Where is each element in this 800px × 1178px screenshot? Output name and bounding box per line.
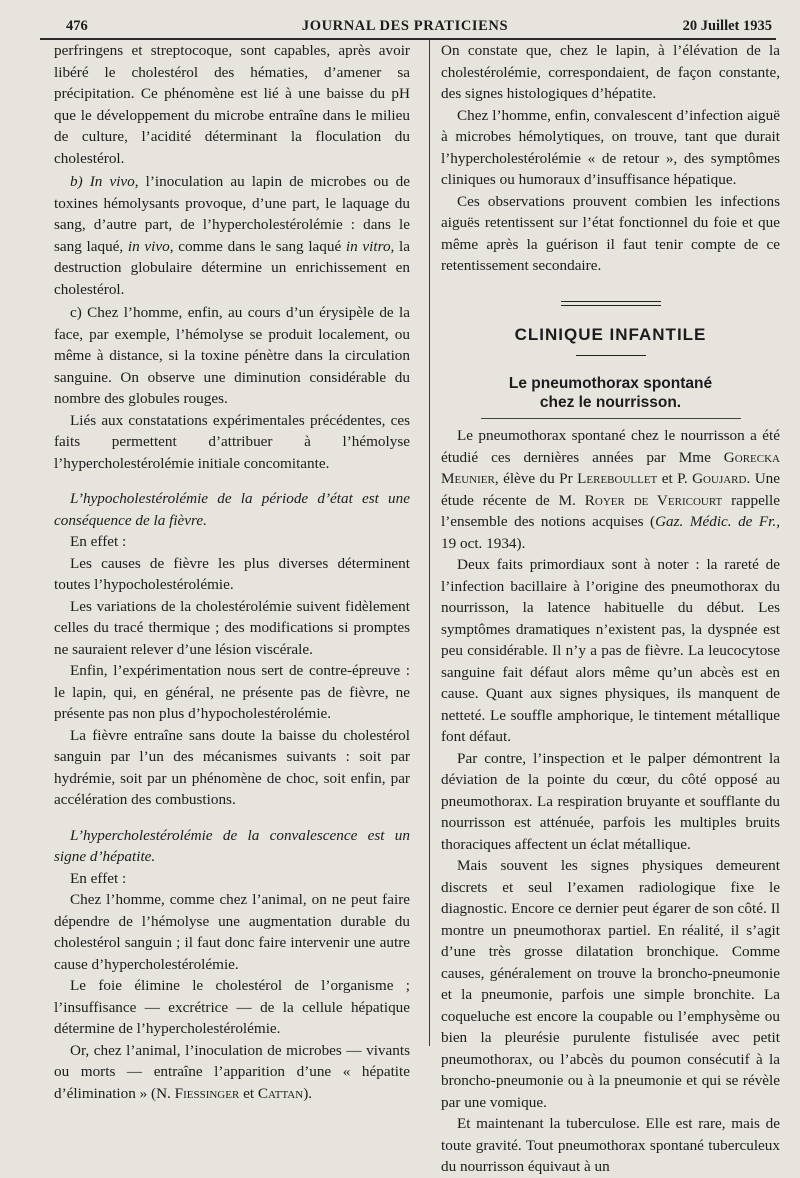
article-title-line: Le pneumothorax spontané: [508, 375, 713, 392]
paragraph-text: ).: [303, 1084, 313, 1102]
paragraph-text: et: [239, 1084, 258, 1102]
author-name: Gorecka Meunier: [441, 448, 780, 487]
paragraph: Chez l’homme, comme chez l’animal, on ne peut faire dépendre de l’hémolyse une augmentation durable du cholestérol sanguin ; il faut donc faire intervenir une autre cause d’hypercholestérolémie.: [54, 891, 410, 973]
section-rule: [561, 301, 661, 306]
paragraph-text: , élève du Pr: [494, 470, 578, 487]
paragraph: Mais souvent les signes physiques demeurent discrets et seul l’examen radiologique fixe le diagnostic. Encore ce dernier peut égarer de son côté. Il montre un pneumothorax partiel. En réalité, il s’agit d’une très grosse dilatation bronchique. Comme causes, généralement on trouve la broncho-pneumonie et la pneumonie, parfois une simple bronchite. La coqueluche est encore la coupable ou l’emphysème ou bien la pleurésie purulente fistulisée avec petit pneumothorax, ou l’abcès du poumon consécutif à la broncho-pneumonie ou à la pneumonie et qui se révèle par une vomique.: [441, 857, 780, 1111]
paragraph: [441, 425, 780, 554]
paragraph: Chez l’homme, enfin, convalescent d’infection aiguë à microbes hémolytiques, on trouve, tant que durait l’hypercholestérolémie « de retour », des symptômes cliniques ou humoraux d’insuffisance hépatique.: [441, 106, 780, 188]
paragraph-text: comme dans le sang laqué: [173, 237, 346, 255]
italic-term: in vivo,: [127, 237, 174, 255]
italic-term: in vitro,: [345, 237, 395, 255]
citation: Gaz. Médic. de Fr.,: [655, 513, 780, 530]
paragraph: En effet :: [70, 533, 127, 550]
paragraph: Liés aux constatations expérimentales précédentes, ces faits permettent d’attribuer à l’hémolyse l’hypercholestérolémie initiale concomitante.: [54, 411, 410, 472]
subheading: L’hypocholestérolémie de la période d’état est une conséquence de la fièvre.: [54, 490, 410, 529]
paragraph-text: rappelle l’ensemble des notions acquises (: [441, 491, 780, 530]
paragraph-lead: b) In vivo,: [70, 173, 139, 190]
left-column: [54, 40, 410, 1104]
paragraph: Par contre, l’inspection et le palper démontrent la déviation de la pointe du cœur, du côté opposé au pneumothorax. La respiration bruyante et soufflante du nourrisson est atténuée, parfois les multiples bruits thoraciques affectent un éclat métallique.: [441, 749, 780, 853]
author-name: Lereboullet: [577, 470, 658, 487]
paragraph: On constate que, chez le lapin, à l’élévation de la cholestérolémie, correspondaient, de façon constante, des signes histologiques d’hépatite.: [441, 42, 780, 102]
article-title-line: chez le nourrisson.: [539, 394, 682, 411]
issue-date: 20 Juillet 1935: [682, 18, 772, 34]
paragraph-text: la destruction globulaire détermine un enrichissement en cholestérol.: [54, 237, 411, 298]
paragraph: Enfin, l’expérimentation nous sert de contre-épreuve : le lapin, qui, en général, ne présente pas de fièvre, ne présente pas non plus d’hypocholestérolémie.: [54, 662, 410, 722]
paragraph-text: . Une étude récente de M.: [441, 470, 780, 509]
paragraph: Les variations de la cholestérolémie suivent fidèlement celles du tracé thermique ; des modifications si promptes ne sauraient relever d’une lésion viscérale.: [54, 597, 410, 658]
paragraph: Deux faits primordiaux sont à noter : la rareté de l’infection bacillaire à l’origine des pneumothorax du nourrisson, la latence habituelle du début. Les symptômes dramatiques n’existent pas, la dyspnée est peu considérable. Il n’y a pas de fièvre. La leucocytose sanguine fait défaut alors même qu’un abcès est en cause. Quant aux signes physiques, ils manquent de netteté. Le souffle amphorique, le tintement métallique font défaut.: [441, 556, 780, 745]
paragraph: c) Chez l’homme, enfin, au cours d’un érysipèle de la face, par exemple, l’hémolyse se produit localement, ou même à distance, si la toxine pénètre dans la circulation sanguine. On observe une diminution considérable du nombre des globules rouges.: [54, 304, 410, 407]
paragraph: [54, 171, 410, 300]
page-number: 476: [66, 18, 88, 34]
paragraph-text: l’inoculation au lapin de microbes ou de toxines hémolysants provoque, d’une part, le laquage du sang, d’autre part, de l’hypercholestérolémie : dans le sang laqué,: [54, 173, 410, 255]
paragraph: Le foie élimine le cholestérol de l’organisme ; l’insuffisance — excrétrice — de la cellule hépatique détermine de l’hypercholestérolémie.: [54, 977, 410, 1037]
paragraph: Les causes de fièvre les plus diverses déterminent toutes l’hypocholestérolémie.: [54, 554, 410, 593]
author-name: Royer de Vericourt: [584, 491, 723, 509]
right-column: [441, 40, 780, 1178]
subheading: L’hypercholestérolémie de la convalescence est un signe d’hépatite.: [54, 826, 410, 865]
paragraph: perfringens et streptocoque, sont capables, après avoir libéré le cholestérol des hématies, d’amener sa précipitation. Ce phénomène est lié à une baisse du pH que le développement du microbe entraîne dans le milieu de culture, l’acidité déterminant la floculation du cholestérol.: [54, 42, 410, 167]
author-name: Cattan: [257, 1084, 304, 1102]
paragraph-text: 19 oct. 1934).: [441, 534, 526, 552]
paragraph: En effet :: [70, 869, 127, 887]
section-title: CLINIQUE INFANTILE: [514, 324, 707, 344]
section-underline: [576, 355, 646, 356]
paragraph-text: et P.: [657, 470, 693, 487]
author-name: Goujard: [692, 470, 747, 487]
journal-title: JOURNAL DES PRATICIENS: [301, 18, 509, 34]
article-title: [441, 374, 780, 412]
column-divider: [429, 40, 430, 1046]
paragraph-text: Le pneumothorax spontané chez le nourrisson a été étudié ces dernières années par Mme: [441, 427, 780, 466]
paragraph: Et maintenant la tuberculose. Elle est rare, mais de toute gravité. Tout pneumothorax spontané tuberculeux du nourrisson équivaut à un: [441, 1115, 780, 1175]
paragraph: La fièvre entraîne sans doute la baisse du cholestérol sanguin par l’un des mécanismes suivants : soit par hydrémie, soit par un phénomène de choc, soit enfin, par accélération des combustions.: [54, 726, 410, 808]
section-header: [441, 301, 780, 420]
article-rule: [481, 418, 741, 419]
running-head: [38, 14, 772, 38]
author-name: Fiessinger: [174, 1084, 240, 1102]
paragraph-text: Or, chez l’animal, l’inoculation de microbes — vivants ou morts — entraîne l’apparition d’une « hépatite d’élimination » (N.: [54, 1041, 410, 1102]
paragraph: [54, 1040, 410, 1105]
paragraph: Ces observations prouvent combien les infections aiguës retentissent sur l’état fonctionnel du foie et que même après la guérison il faut tenir compte de ce retentissement secondaire.: [441, 192, 780, 274]
